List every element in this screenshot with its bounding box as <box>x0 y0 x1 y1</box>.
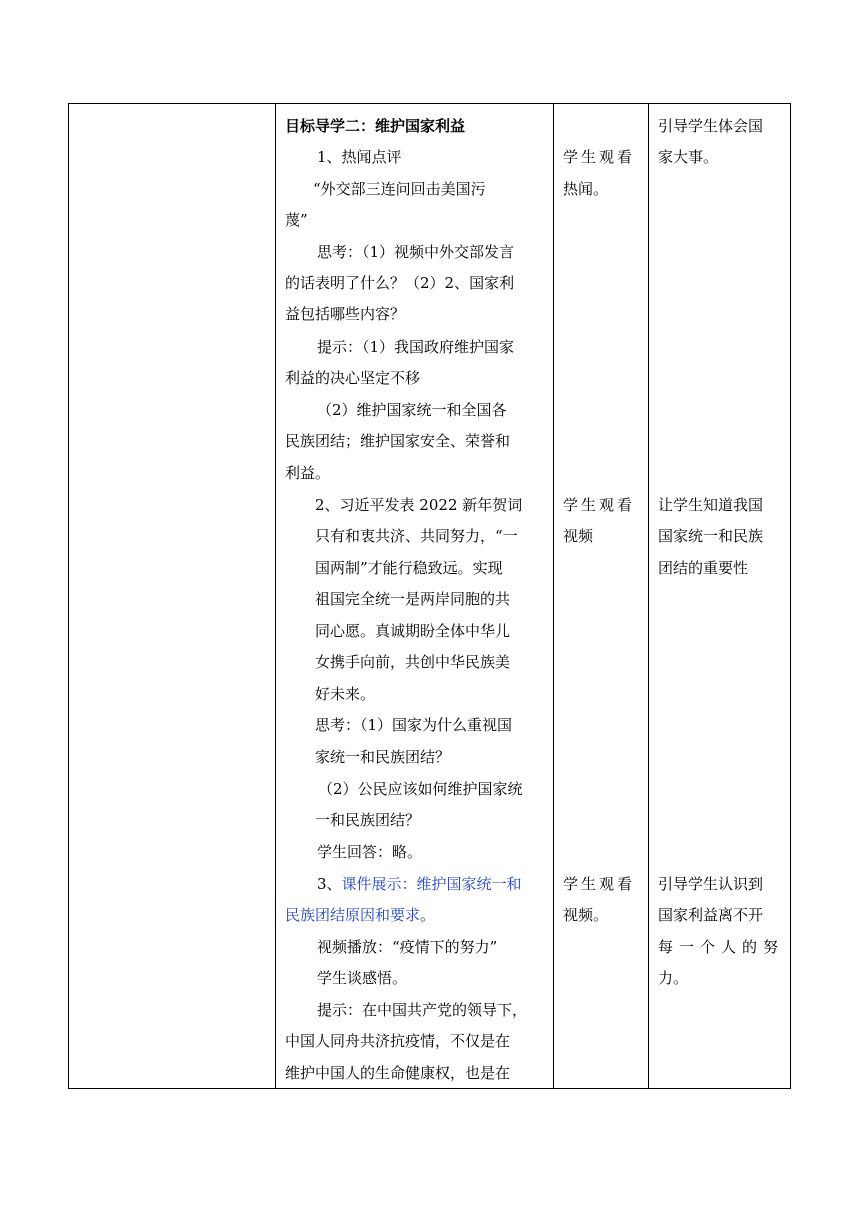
intent-3-line-2: 国家利益离不开 <box>658 906 764 924</box>
intent-2-line-2: 国家统一和民族 <box>658 527 764 545</box>
cell-student-activity <box>554 104 649 1088</box>
courseware-period: 。 <box>420 906 436 924</box>
question-1-line-3: 益包括哪些内容？ <box>285 305 406 323</box>
question-2-line-2: 家统一和民族团结？ <box>315 748 451 766</box>
question-1-line-1: 思考：（1）视频中外交部发言 <box>317 243 515 261</box>
intent-3-line-1: 引导学生认识到 <box>658 875 764 893</box>
activity-1-line-2: 热闻。 <box>563 180 609 198</box>
intent-1-line-1: 引导学生体会国 <box>658 117 764 135</box>
speech-line-2: 国两制”才能行稳致远。实现 <box>315 559 503 577</box>
question-2-line-4: 一和民族团结？ <box>315 811 421 829</box>
activity-3-line-1: 学生观看 <box>563 875 636 893</box>
item-courseware-line-2 <box>285 905 435 925</box>
speech-line-5: 女携手向前，共创中华民族美 <box>315 653 511 671</box>
hint-3-line-1: 提示：在中国共产党的领导下， <box>317 1001 528 1019</box>
question-1-line-2: 的话表明了什么？（2）2、国家利 <box>285 274 515 292</box>
speech-line-3: 祖国完全统一是两岸同胞的共 <box>315 590 511 608</box>
activity-3-line-2: 视频。 <box>563 906 609 924</box>
hint-1-line-4: 民族团结；维护国家安全、荣誉和 <box>285 432 511 450</box>
news-title-line-2: 蔑” <box>285 211 308 229</box>
courseware-link-text-2: 民族团结原因和要求 <box>285 906 421 924</box>
video-play-line: 视频播放：“疫情下的努力” <box>317 938 498 956</box>
intent-2-line-1: 让学生知道我国 <box>658 496 764 514</box>
activity-2-line-1: 学生观看 <box>563 496 636 514</box>
courseware-link-text-1: 课件展示：维护国家统一和 <box>341 875 522 893</box>
hint-3-line-3: 维护中国人的生命健康权，也是在 <box>285 1064 511 1082</box>
speech-line-6: 好未来。 <box>315 685 376 703</box>
hint-1-line-2: 利益的决心坚定不移 <box>285 369 421 387</box>
hint-1-line-5: 利益。 <box>285 464 331 482</box>
item-courseware-line-1 <box>317 874 522 894</box>
intent-1-line-2: 家大事。 <box>658 148 719 166</box>
cell-teaching-content <box>276 104 554 1088</box>
activity-1-line-1: 学生观看 <box>563 148 636 166</box>
item-number: 3、 <box>317 875 342 893</box>
activity-2-line-2: 视频 <box>563 527 594 545</box>
news-title-line-1: “外交部三连问回击美国污 <box>313 180 486 198</box>
student-answer: 学生回答：略。 <box>317 843 423 861</box>
hint-1-line-3: （2）维护国家统一和全国各 <box>317 401 507 419</box>
question-2-line-3: （2）公民应该如何维护国家统 <box>318 780 523 798</box>
hint-3-line-2: 中国人同舟共济抗疫情，不仅是在 <box>285 1032 511 1050</box>
item-new-year-speech-title: 2、习近平发表 2022 新年贺词 <box>315 496 523 514</box>
lesson-plan-table <box>68 103 791 1089</box>
student-reflection: 学生谈感悟。 <box>317 969 408 987</box>
intent-2-line-3: 团结的重要性 <box>658 559 749 577</box>
intent-3-line-3: 每一个人的努 <box>658 938 785 956</box>
section-heading: 目标导学二：维护国家利益 <box>285 117 466 135</box>
speech-line-4: 同心愿。真诚期盼全体中华儿 <box>315 622 511 640</box>
cell-empty-first-column <box>69 104 275 1088</box>
question-2-line-1: 思考：（1）国家为什么重视国 <box>315 716 513 734</box>
speech-line-1: 只有和衷共济、共同努力，“一 <box>315 527 518 545</box>
item-hot-news-title: 1、热闻点评 <box>317 148 402 166</box>
cell-design-intent <box>649 104 791 1088</box>
hint-1-line-1: 提示：（1）我国政府维护国家 <box>317 338 515 356</box>
intent-3-line-4: 力。 <box>658 969 689 987</box>
